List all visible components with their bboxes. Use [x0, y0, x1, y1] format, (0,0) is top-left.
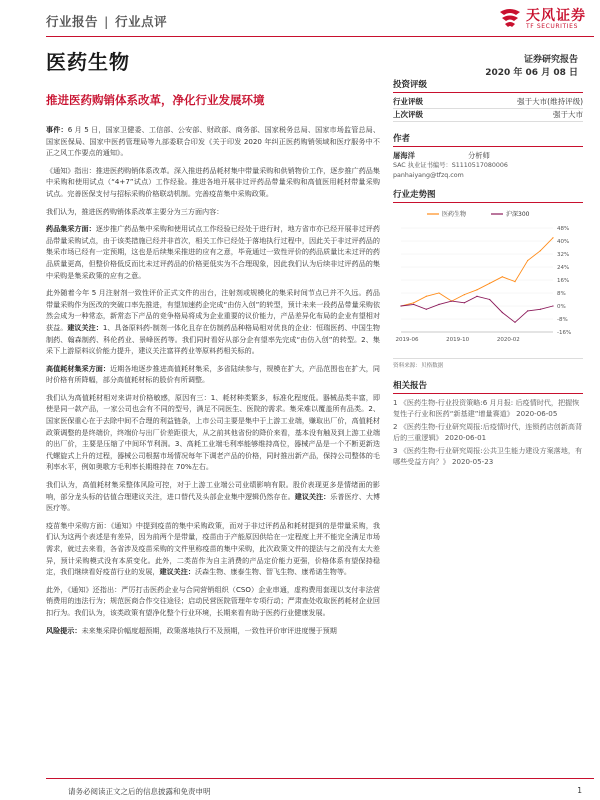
logo-english-name: TF SECURITIES [526, 23, 578, 30]
paragraph-event [46, 124, 380, 159]
author-sac: SAC 执业证书编号：S1110517080006 [393, 162, 508, 169]
author-name-row [393, 150, 583, 161]
sidebar [393, 78, 583, 469]
chart-point [552, 305, 553, 306]
chart-point [438, 292, 439, 293]
author-name: 屠海洋 [393, 151, 415, 160]
author-block [393, 132, 583, 180]
related-section-title: 相关报告 [393, 379, 583, 394]
device-procurement-text: 近期各地逐步推进高值耗材集采，多省陆续参与，规模在扩大，产品范围也在扩大，同时价格有所降幅，部分高值耗材标的股价有所调整。 [46, 363, 380, 385]
trend-chart [393, 206, 583, 356]
report-subtitle: 推进医药购销体系改革，净化行业发展环境 [46, 93, 265, 107]
chart-point [540, 309, 541, 310]
chart-point [540, 250, 541, 251]
category-separator: | [104, 14, 110, 29]
chart-point [413, 304, 414, 305]
risk-text: 未来集采降价幅度超预期，政策落地执行不及预期，一致性评价审评进度慢于预期 [81, 625, 337, 635]
chart-y-tick-label: -8% [557, 317, 568, 323]
chart-point [426, 296, 427, 297]
trend-chart-block [393, 188, 583, 369]
chart-point [502, 276, 503, 277]
report-type: 证券研究报告 [523, 55, 578, 65]
chart-y-tick-label: 40% [557, 239, 570, 245]
author-section-title: 作者 [393, 132, 583, 147]
paragraph-notice: 《通知》指出：推进医药购销体系改革。深入推进药品耗材集中带量采购和供销物价工作，逐步推广药品集中采购和使用试点（“4+7”试点）工作经验。推进各地开展非过评药品带量采购和高值医用耗材带量采购试点。完善医保支付与招标采购价格联动机制。完善疫苗集中采购政策。 [46, 165, 380, 198]
paragraph-risk [46, 625, 380, 637]
related-reports [393, 379, 583, 467]
report-body [46, 124, 380, 744]
industry-title: 医药生物 [46, 50, 130, 74]
related-report-item[interactable]: 2 《医药生物-行业研究周报:后疫情时代，连锁药店创新高背后的三重逻辑》 2020-06-01 [393, 422, 583, 442]
rating-label: 上次评级 [393, 110, 423, 119]
chart-point [489, 283, 490, 284]
chart-point [489, 299, 490, 300]
chart-point [527, 260, 528, 261]
chart-point [502, 312, 503, 313]
chart-legend-label: 医药生物 [442, 211, 467, 218]
chart-point [426, 309, 427, 310]
rating-value: 强于大市 [553, 110, 583, 119]
vaccine-suggest-lead: 建议关注： [159, 567, 195, 577]
rating-row-industry [393, 96, 583, 109]
chart-point [400, 305, 401, 306]
chart-point [438, 304, 439, 305]
chart-legend-label: 沪深300 [506, 211, 530, 218]
device-suggest-text: 乐普医疗、大博医疗等。 [46, 491, 380, 513]
footer-divider [46, 778, 594, 779]
rating-row-previous [393, 109, 583, 122]
page-number: 1 [577, 786, 582, 795]
chart-point [464, 294, 465, 295]
logo-chinese-name: 天风证券 [526, 8, 586, 24]
injection-suggest-text: 1、具备原料药-制剂一体化且存在仿制药品种格局相对优良的企业：恒瑞医药、中国生物制药、翰森制药、科伦药业、景峰医药等。我们同时看好从部分企有望率先完成“由仿入创”的转型。2、集采下上游原料议价能力提升，建议关注富祥药业等原料药相关标的。 [46, 322, 380, 356]
chart-point [451, 301, 452, 302]
injection-text: 此外随着今年 5 月注射剂一致性评价正式文件的出台，注射剂或规模化的集采时间节点已并不久远。药品带量采购作为医改的突破口率先推进，有望加速药企完成“由仿入创”的转型，预计未来一段药品带量采购依然会成为一种常态，新常态下产品的竞争格局将成为企业重要的议价能力，产品差异化布局的企业有望相对获益。 [46, 288, 380, 332]
report-subcategory-label: 行业点评 [115, 14, 168, 29]
report-date: 2020 年 06 月 08 日 [485, 68, 578, 78]
chart-x-tick-label: 2019-06 [395, 337, 419, 343]
author-role: 分析师 [468, 151, 490, 160]
paragraph-device-reasons: 我们认为高值耗材相对来讲对价格敏感，原因有三：1、耗材种类繁多，标准化程度低。器械品类丰富，即使是同一款产品，一家公司也会有不同的型号，满足不同医生、医院的需求。集采难以覆盖所有品类。2、国家医保重心在于去除中间不合理的利益链条，上市公司主要是集中于上游工业端，赚取出厂价，高值耗材政策调整的是终端价，终端价与出厂价差距很大，从之前其他省份的降价来看，基本没有触及到上游工业端的出厂价，主要是压缩了中间环节利润。3、高耗工业端毛利率能够维持高位，器械产品是一个不断更新迭代螺旋式上升的过程，器械公司根据市场情况每年下调老产品的价格，同时推出新产品，保持公司整体的毛利率水平，例如奥歌方毛利率长期维持在 70%左右。 [46, 392, 380, 472]
device-suggest-lead: 建议关注： [294, 491, 331, 501]
trend-section-title: 行业走势图 [393, 188, 583, 203]
device-procurement-lead: 高值耗材集采方面： [46, 363, 110, 373]
paragraph-view: 我们认为，推进医药购销体系改革主要分为三方面内容： [46, 206, 224, 216]
chart-y-tick-label: 0% [557, 304, 566, 310]
chart-x-tick-label: 2020-02 [496, 337, 520, 343]
device-view-text: 我们认为，高值耗材集采整体风险可控，对于上游工业端公司业绩影响有限。股价表现更多是情绪面的影响，部分龙头标的估值合理建议关注，进口替代及头部企业集中逻辑仍然存在。 [46, 480, 380, 501]
chart-point [552, 237, 553, 238]
chart-point [464, 302, 465, 303]
chart-y-tick-label: 8% [557, 291, 566, 297]
chart-point [476, 289, 477, 290]
paragraph-injection [46, 287, 380, 357]
drug-procurement-lead: 药品集采方面： [46, 224, 96, 234]
tf-logo-icon [498, 6, 522, 30]
chart-x-tick-label: 2019-10 [446, 337, 470, 343]
rating-value: 强于大市(维持评级) [517, 97, 583, 106]
chart-y-tick-label: -16% [557, 330, 572, 336]
chart-y-tick-label: 24% [557, 265, 570, 271]
paragraph-device-procurement [46, 363, 380, 386]
chart-point [514, 281, 515, 282]
paragraph-cso: 此外，《通知》还指出：严厉打击医药企业与合同营销组织（CSO）企业串通，虚构费用套现以支付非法营销费用的违法行为；规范医商合作交往途径；启动民营医院管理年专项行动；严肃查处收取医药耗材企业回扣行为。我们认为，该类政策有望净化整个行业环境，长期来看有助于医药行业健康发展。 [46, 584, 380, 617]
related-report-item[interactable]: 3 《医药生物-行业研究周报:公共卫生能力建设方案落地，有哪些受益方向？》 2020-05-23 [393, 446, 583, 466]
risk-lead: 风险提示： [46, 625, 82, 635]
drug-procurement-text: 逐步推广药品集中采购和使用试点工作经验已经处于进行时，地方省市亦已经开展非过评药品带量采购试点，由于该类措施已经并非首次，相关工作已经处于落地执行过程中，因此关于非过评药品的集采市场已经有一定预期，这也是后续集采推进的应有之意，毕竟通过一致性评价的药品质量比未过评的药品质量更高，但整价格低反而比未过评药品的价格更低实为不合理现象，因此我们认为后续非过评药品的集中采购是集采政策的应有之意。 [46, 224, 380, 280]
chart-series-line [401, 296, 553, 322]
paragraph-device-view [46, 479, 380, 514]
header-divider [46, 36, 594, 37]
footer-disclaimer: 请务必阅读正文之后的信息披露和免责申明 [68, 787, 211, 796]
injection-suggest-lead: 建议关注： [67, 322, 103, 332]
chart-y-tick-label: 32% [557, 252, 570, 258]
event-lead: 事件： [46, 125, 68, 134]
related-report-item[interactable]: 1 《医药生物-行业投资策略:6 月月报: 后疫情时代，把握恢复性子行业和医药“新基建”增量赛道》 2020-06-05 [393, 398, 580, 418]
tf-securities-logo [498, 4, 593, 34]
chart-y-tick-label: 16% [557, 278, 570, 284]
chart-point [413, 302, 414, 303]
vaccine-text: 疫苗集中采购方面：《通知》中提到疫苗的集中采购政策，而对于非过评药品和耗材提到的是带量采购，我们认为这两个表述是有差异，因为前两个是带量，疫苗由于产能原因供给在一定程度上并不能完全满足市场需求，就过去来看，各省涉及疫苗采购的文件里称疫苗的集中采购，此次政策文件的提法与之前没有太大差异，预计采购模式没有本质变化。此外，二类苗作为自主消费的产品定价能力更强，价格体系有望保持稳定，我们继续看好疫苗行业的发展， [46, 520, 380, 577]
chart-point [527, 310, 528, 311]
report-category-label: 行业报告 [46, 14, 99, 29]
rating-section-title: 投资评级 [393, 78, 583, 93]
author-email[interactable]: panhaiyang@tfzq.com [393, 171, 464, 179]
report-category [46, 12, 167, 30]
vaccine-suggest-text: 沃森生物、康泰生物、智飞生物、康希诺生物等。 [194, 567, 352, 577]
chart-point [476, 296, 477, 297]
paragraph-drug-procurement [46, 223, 380, 281]
chart-y-tick-label: 48% [557, 226, 570, 232]
event-text: 6 月 5 日，国家卫健委、工信部、公安部、财政部、商务部、国家税务总局、国家市场监管总局、国家医保局、国家中医药管理局等九部委联合印发《关于印发 2020 年纠正医药购销领域和医疗服务中不正之风工作要点的通知》。 [46, 125, 380, 158]
chart-source: 资料来源：贝格数据 [393, 358, 583, 369]
paragraph-vaccine [46, 520, 380, 578]
rating-label: 行业评级 [393, 97, 423, 106]
chart-point [514, 322, 515, 323]
